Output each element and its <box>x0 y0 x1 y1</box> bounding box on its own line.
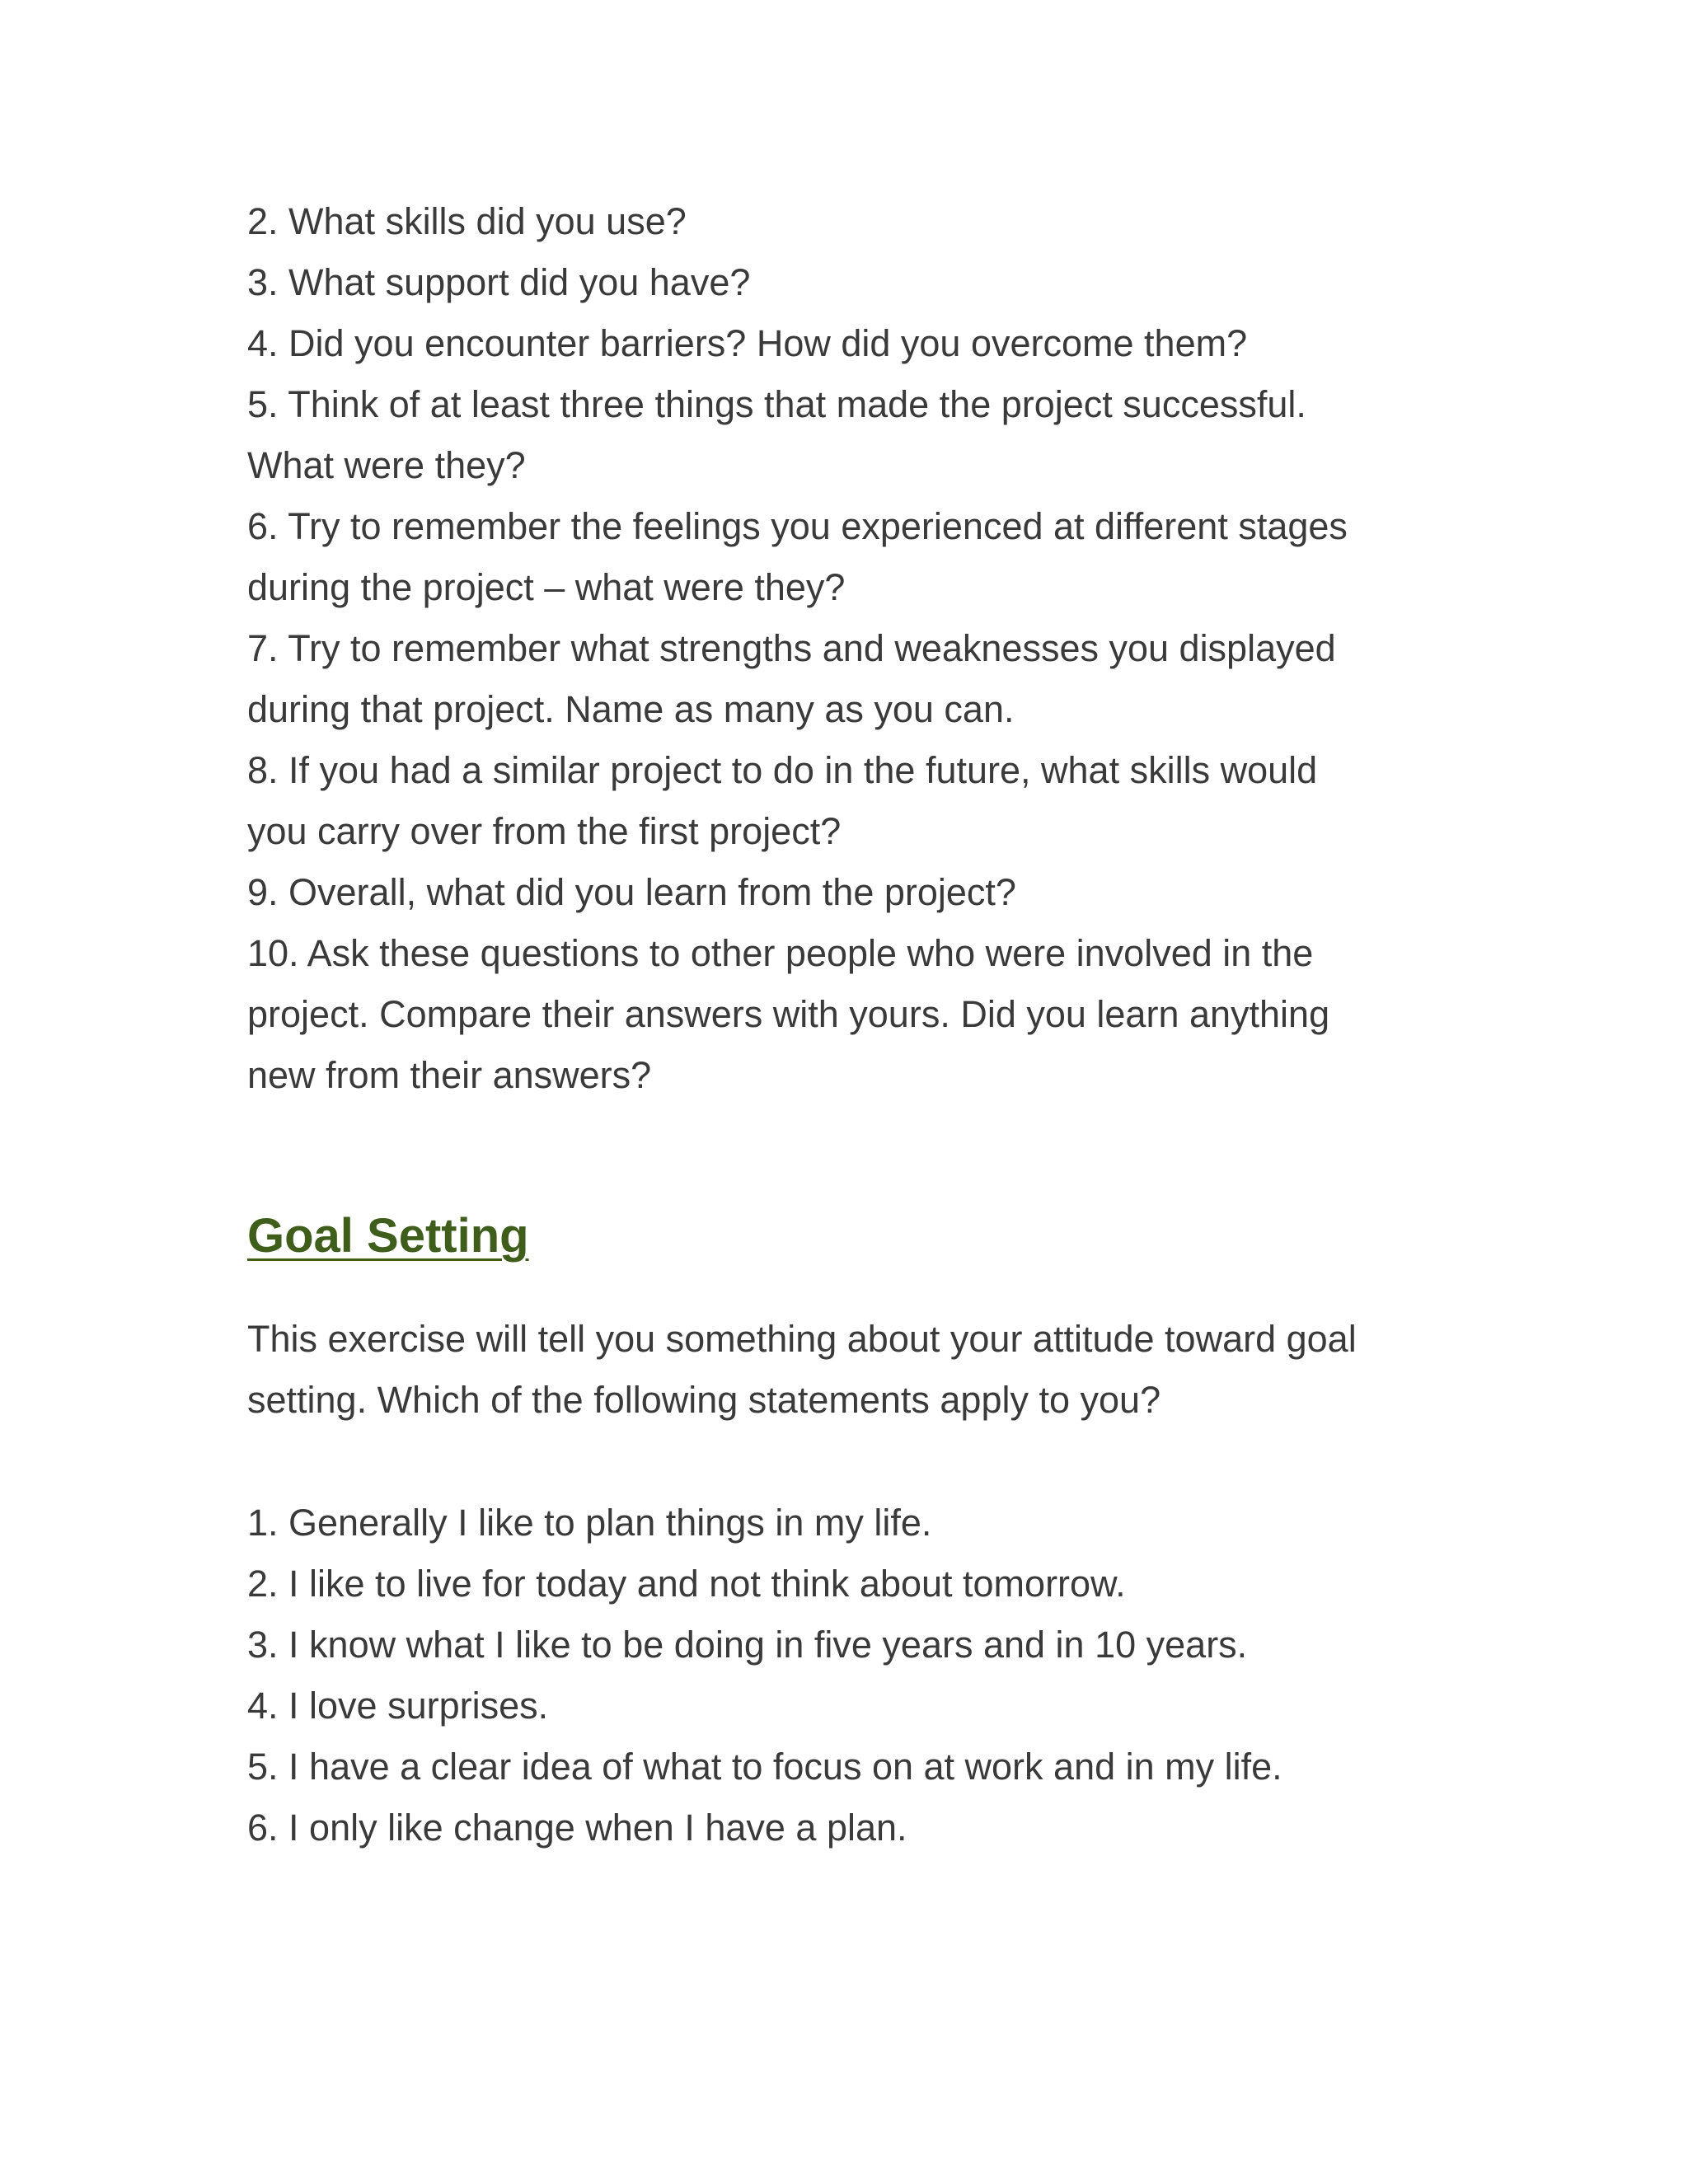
question-line: project. Compare their answers with yours. Did you learn anything <box>247 993 1330 1035</box>
intro-line: setting. Which of the following statements apply to you? <box>247 1379 1161 1421</box>
statement-line: 3. I know what I like to be doing in five years and in 10 years. <box>247 1624 1248 1666</box>
question-line: during that project. Name as many as you can. <box>247 688 1015 730</box>
statement-line: 5. I have a clear idea of what to focus on at work and in my life. <box>247 1746 1282 1788</box>
statement-line: 4. I love surprises. <box>247 1685 549 1727</box>
question-line: 2. What skills did you use? <box>247 200 687 242</box>
statement-line: 1. Generally I like to plan things in my life. <box>247 1502 932 1544</box>
question-line: 7. Try to remember what strengths and weaknesses you displayed <box>247 627 1336 669</box>
question-line: you carry over from the first project? <box>247 810 842 852</box>
question-line: 9. Overall, what did you learn from the project? <box>247 871 1016 913</box>
question-line: during the project – what were they? <box>247 566 846 608</box>
goal-setting-intro <box>247 1309 1451 1431</box>
question-line: What were they? <box>247 444 526 486</box>
question-line: 10. Ask these questions to other people who were involved in the <box>247 932 1314 974</box>
goal-statements-list <box>247 1493 1451 1858</box>
goal-setting-heading: Goal Setting <box>247 1209 529 1263</box>
statement-line: 6. I only like change when I have a plan. <box>247 1807 907 1849</box>
question-line: 6. Try to remember the feelings you experienced at different stages <box>247 505 1348 547</box>
question-line: 4. Did you encounter barriers? How did you overcome them? <box>247 322 1248 364</box>
question-line: 5. Think of at least three things that made the project successful. <box>247 383 1306 425</box>
reflection-questions-list <box>247 191 1451 1106</box>
statement-line: 2. I like to live for today and not think about tomorrow. <box>247 1563 1126 1605</box>
question-line: 8. If you had a similar project to do in the future, what skills would <box>247 749 1318 791</box>
intro-line: This exercise will tell you something about your attitude toward goal <box>247 1318 1357 1360</box>
question-line: new from their answers? <box>247 1054 652 1096</box>
question-line: 3. What support did you have? <box>247 261 751 303</box>
